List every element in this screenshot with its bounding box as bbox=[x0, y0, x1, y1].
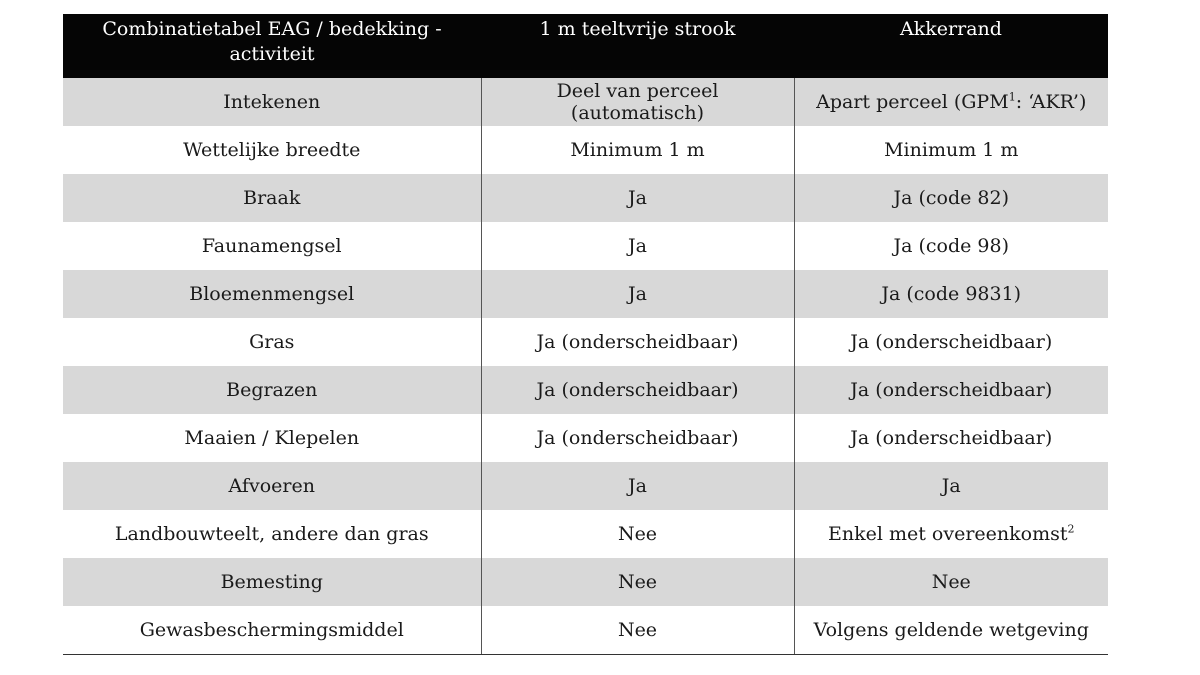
cell-akkerrand: Minimum 1 m bbox=[794, 126, 1108, 174]
combination-table-container bbox=[63, 14, 1108, 655]
header-teeltvrije-strook: 1 m teeltvrije strook bbox=[481, 14, 794, 78]
cell-akkerrand: Ja bbox=[794, 462, 1108, 510]
header-row bbox=[63, 14, 1108, 78]
table-row bbox=[63, 462, 1108, 510]
cell-akkerrand bbox=[794, 78, 1108, 126]
table-row bbox=[63, 558, 1108, 606]
table-row bbox=[63, 414, 1108, 462]
table-row bbox=[63, 606, 1108, 654]
row-label: Wettelijke breedte bbox=[63, 126, 481, 174]
row-label: Gras bbox=[63, 318, 481, 366]
table-row bbox=[63, 366, 1108, 414]
cell-strook: Ja bbox=[481, 270, 794, 318]
table-row bbox=[63, 510, 1108, 558]
table-row bbox=[63, 126, 1108, 174]
row-label: Afvoeren bbox=[63, 462, 481, 510]
cell-akkerrand: Ja (code 9831) bbox=[794, 270, 1108, 318]
table-body bbox=[63, 78, 1108, 654]
table-header bbox=[63, 14, 1108, 78]
row-label: Braak bbox=[63, 174, 481, 222]
cell-strook: Ja bbox=[481, 462, 794, 510]
table-row bbox=[63, 222, 1108, 270]
cell-strook: Deel van perceel (automatisch) bbox=[481, 78, 794, 126]
row-label: Bloemenmengsel bbox=[63, 270, 481, 318]
cell-strook: Nee bbox=[481, 606, 794, 654]
cell-strook: Ja bbox=[481, 222, 794, 270]
row-label: Landbouwteelt, andere dan gras bbox=[63, 510, 481, 558]
cell-akkerrand: Nee bbox=[794, 558, 1108, 606]
cell-strook: Ja (onderscheidbaar) bbox=[481, 366, 794, 414]
cell-akkerrand: Ja (onderscheidbaar) bbox=[794, 318, 1108, 366]
row-label: Intekenen bbox=[63, 78, 481, 126]
cell-akkerrand: Ja (onderscheidbaar) bbox=[794, 366, 1108, 414]
cell-akkerrand: Volgens geldende wetgeving bbox=[794, 606, 1108, 654]
cell-strook: Ja bbox=[481, 174, 794, 222]
table-row bbox=[63, 174, 1108, 222]
cell-akkerrand-text: Enkel met overeenkomst bbox=[828, 523, 1068, 545]
cell-akkerrand-suffix: : ‘AKR’) bbox=[1015, 91, 1087, 113]
cell-akkerrand: Ja (code 82) bbox=[794, 174, 1108, 222]
table-row bbox=[63, 270, 1108, 318]
row-label: Gewasbeschermingsmiddel bbox=[63, 606, 481, 654]
footnote-2: 2 bbox=[1067, 522, 1075, 536]
table-row bbox=[63, 78, 1108, 126]
row-label: Begrazen bbox=[63, 366, 481, 414]
table-row bbox=[63, 318, 1108, 366]
header-akkerrand: Akkerrand bbox=[794, 14, 1108, 78]
cell-strook: Minimum 1 m bbox=[481, 126, 794, 174]
combination-table bbox=[63, 14, 1108, 655]
header-activity: Combinatietabel EAG / bedekking - activiteit bbox=[63, 14, 481, 78]
cell-strook: Ja (onderscheidbaar) bbox=[481, 318, 794, 366]
cell-akkerrand: Ja (onderscheidbaar) bbox=[794, 414, 1108, 462]
footnote-1: 1 bbox=[1008, 90, 1016, 104]
cell-akkerrand: Ja (code 98) bbox=[794, 222, 1108, 270]
row-label: Faunamengsel bbox=[63, 222, 481, 270]
cell-akkerrand-text: Apart perceel (GPM bbox=[816, 91, 1009, 113]
cell-strook: Ja (onderscheidbaar) bbox=[481, 414, 794, 462]
cell-akkerrand bbox=[794, 510, 1108, 558]
cell-strook: Nee bbox=[481, 558, 794, 606]
row-label: Bemesting bbox=[63, 558, 481, 606]
cell-strook: Nee bbox=[481, 510, 794, 558]
row-label: Maaien / Klepelen bbox=[63, 414, 481, 462]
